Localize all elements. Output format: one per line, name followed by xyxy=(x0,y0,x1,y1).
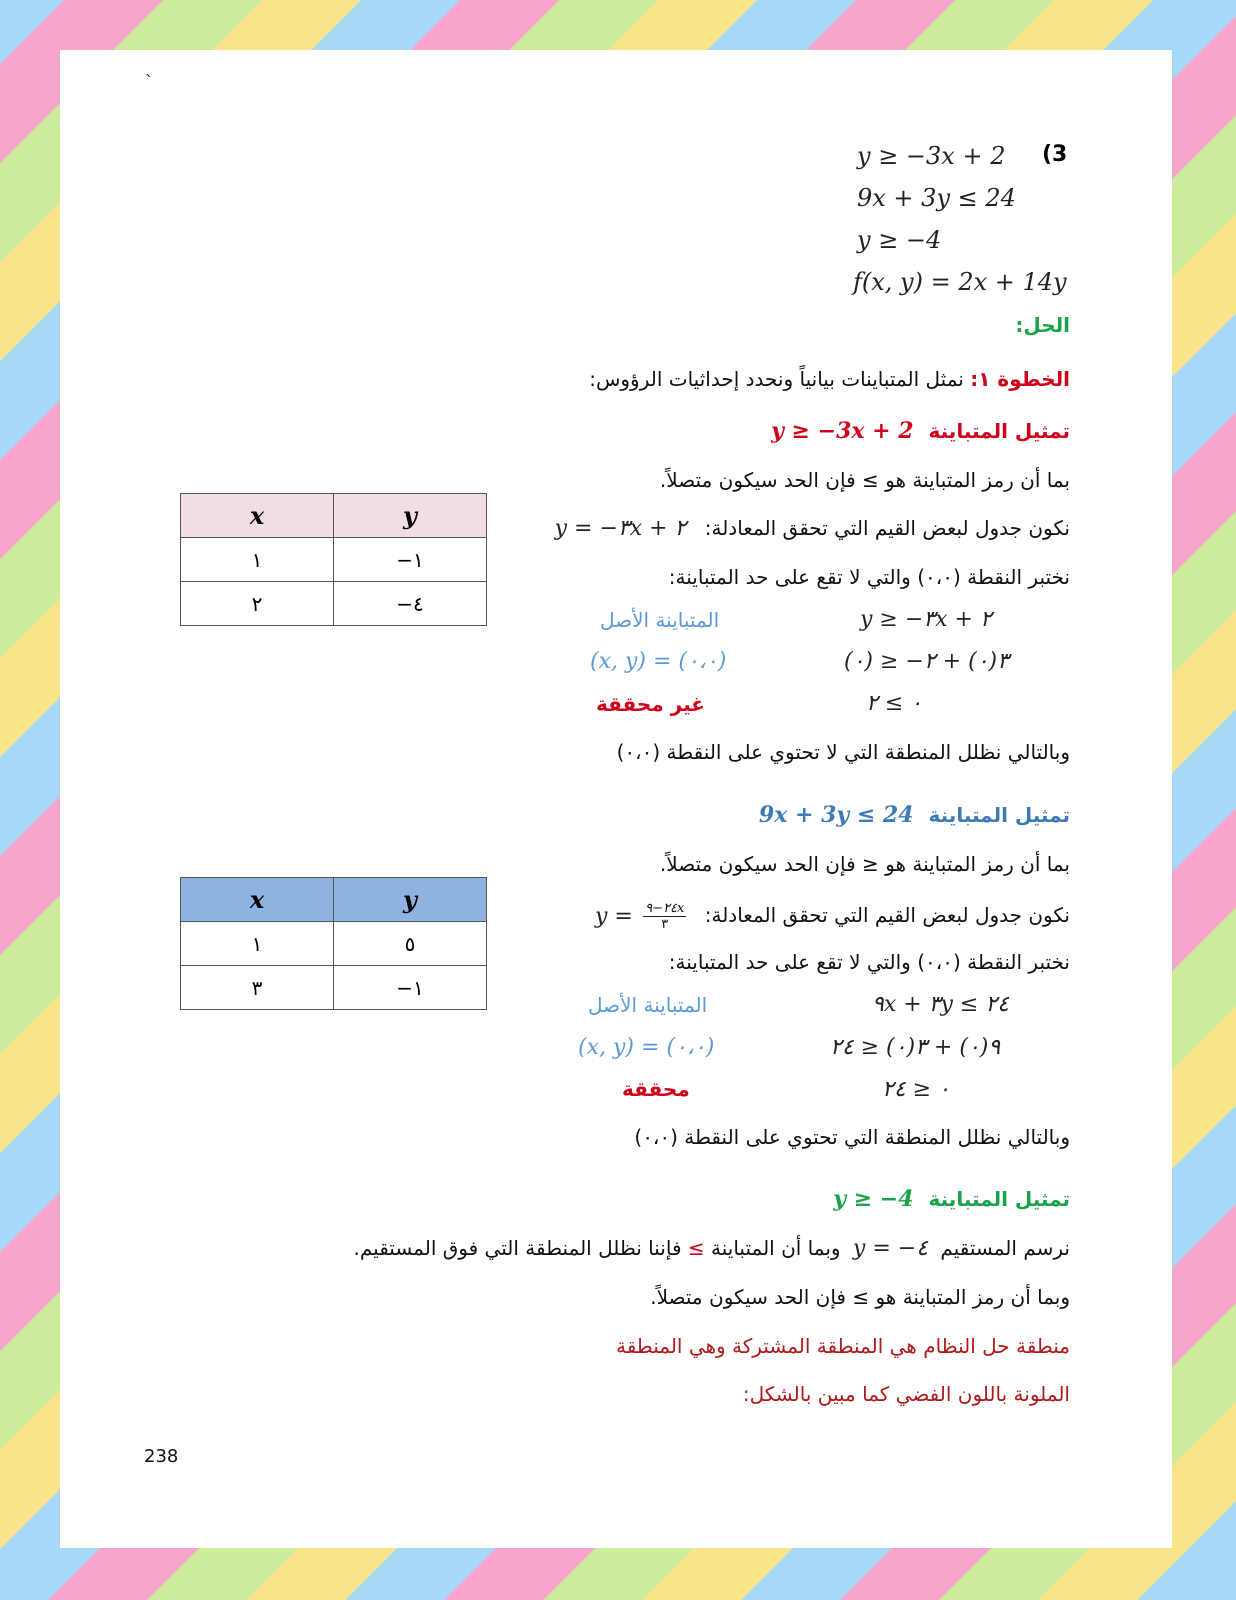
inequality-3: y ≥ −4 xyxy=(857,226,942,254)
section3-line1-a: نرسم المستقيم xyxy=(940,1236,1070,1260)
section2-table-line xyxy=(595,901,1070,932)
table-header-y: y xyxy=(334,878,487,922)
section2-work-2: ٩(٠) + ٣(٠) ≤ ٢٤ xyxy=(830,1035,1001,1060)
inequality-1: y ≥ −3x + 2 xyxy=(857,142,1006,170)
step1-label: الخطوة ١: xyxy=(970,367,1070,391)
table-row xyxy=(181,582,487,626)
section2-result: محققة xyxy=(622,1077,690,1101)
section2-boundary: بما أن رمز المتباينة هو ≤ فإن الحد سيكون متصلاً. xyxy=(659,852,1070,876)
section2-values-table xyxy=(180,877,487,1010)
table-cell: −١ xyxy=(334,966,487,1010)
table-cell: ١ xyxy=(181,922,334,966)
section3-title xyxy=(833,1186,1070,1212)
table-header-row xyxy=(181,494,487,538)
section3-boundary: وبما أن رمز المتباينة هو ≥ فإن الحد سيكون متصلاً. xyxy=(650,1285,1070,1309)
section1-boundary: بما أن رمز المتباينة هو ≥ فإن الحد سيكون متصلاً. xyxy=(659,468,1070,492)
section3-conclusion-1: منطقة حل النظام هي المنطقة المشتركة وهي المنطقة xyxy=(615,1334,1070,1358)
section1-values-table xyxy=(180,493,487,626)
section1-title-math: y ≥ −3x + 2 xyxy=(771,418,914,444)
section1-work-2: (٠) ≥ −٣(٠) + ٢ xyxy=(844,649,1009,674)
section3-line1-c: فإننا نظلل المنطقة التي فوق المستقيم. xyxy=(353,1236,682,1260)
table-cell: −٤ xyxy=(334,582,487,626)
section1-table-text: نكون جدول لبعض القيم التي تحقق المعادلة: xyxy=(704,516,1070,540)
table-cell: ٢ xyxy=(181,582,334,626)
table-cell: ٣ xyxy=(181,966,334,1010)
section3-line1-symbol: ≥ xyxy=(687,1236,705,1260)
section2-title xyxy=(759,802,1070,828)
table-row xyxy=(181,922,487,966)
objective-function: f(x, y) = 2x + 14y xyxy=(853,268,1067,296)
section1-work-3: ٠ ≥ ٢ xyxy=(866,691,923,716)
table-row xyxy=(181,966,487,1010)
stray-mark: ` xyxy=(145,72,153,91)
section2-conclusion: وبالتالي نظلل المنطقة التي تحتوي على النقطة (٠،٠) xyxy=(634,1125,1070,1149)
section1-table-equation: y = −٣x + ٢ xyxy=(554,516,687,541)
table-header-x: x xyxy=(181,878,334,922)
section3-title-text: تمثيل المتباينة xyxy=(928,1187,1070,1211)
table-cell: −١ xyxy=(334,538,487,582)
table-header-row xyxy=(181,878,487,922)
solution-label: الحل: xyxy=(1015,313,1070,337)
section2-work-3: ٠ ≤ ٢٤ xyxy=(882,1077,950,1102)
section2-title-text: تمثيل المتباينة xyxy=(928,803,1070,827)
section3-line1 xyxy=(353,1236,1070,1261)
section2-table-text: نكون جدول لبعض القيم التي تحقق المعادلة: xyxy=(704,903,1070,927)
section2-fraction xyxy=(643,901,686,932)
table-header-y: y xyxy=(334,494,487,538)
section1-work-1: y ≥ −٣x + ٢ xyxy=(860,607,992,632)
section1-result: غير محققة xyxy=(596,692,705,716)
section3-line1-math: y = −٤ xyxy=(852,1236,929,1261)
step1-text: نمثل المتباينات بيانياً ونحدد إحداثيات الرؤوس: xyxy=(589,367,964,391)
section2-original-label: المتباينة الأصل xyxy=(588,993,708,1017)
table-row xyxy=(181,538,487,582)
section1-conclusion: وبالتالي نظلل المنطقة التي لا تحتوي على النقطة (٠،٠) xyxy=(616,740,1070,764)
problem-number: (3 xyxy=(1042,142,1068,167)
section3-line1-b: وبما أن المتباينة xyxy=(711,1236,841,1260)
section2-eq-lhs: y = xyxy=(594,904,633,929)
section2-point-label: (x, y) = (٠،٠) xyxy=(578,1035,715,1060)
section3-conclusion-2: الملونة باللون الفضي كما مبين بالشكل: xyxy=(742,1382,1070,1406)
page xyxy=(60,50,1172,1548)
page-number: 238 xyxy=(144,1446,179,1467)
section1-original-label: المتباينة الأصل xyxy=(600,608,720,632)
section2-test: نختبر النقطة (٠،٠) والتي لا تقع على حد المتباينة: xyxy=(668,950,1070,974)
section2-eq-denominator: ٣ xyxy=(661,917,669,932)
section1-title xyxy=(771,418,1070,444)
table-cell: ١ xyxy=(181,538,334,582)
section1-title-text: تمثيل المتباينة xyxy=(928,419,1070,443)
section3-title-math: y ≥ −4 xyxy=(833,1186,914,1212)
section2-equation xyxy=(595,901,686,932)
inequality-2: 9x + 3y ≤ 24 xyxy=(857,184,1016,212)
section1-point-label: (x, y) = (٠،٠) xyxy=(590,649,727,674)
section2-work-1: ٩x + ٣y ≤ ٢٤ xyxy=(872,992,1009,1017)
section1-test: نختبر النقطة (٠،٠) والتي لا تقع على حد المتباينة: xyxy=(668,565,1070,589)
table-cell: ٥ xyxy=(334,922,487,966)
section1-table-line xyxy=(555,516,1070,541)
section2-title-math: 9x + 3y ≤ 24 xyxy=(758,802,914,828)
section2-eq-numerator: ٢٤−٩x xyxy=(645,901,685,916)
step1-line xyxy=(589,367,1070,391)
table-header-x: x xyxy=(181,494,334,538)
